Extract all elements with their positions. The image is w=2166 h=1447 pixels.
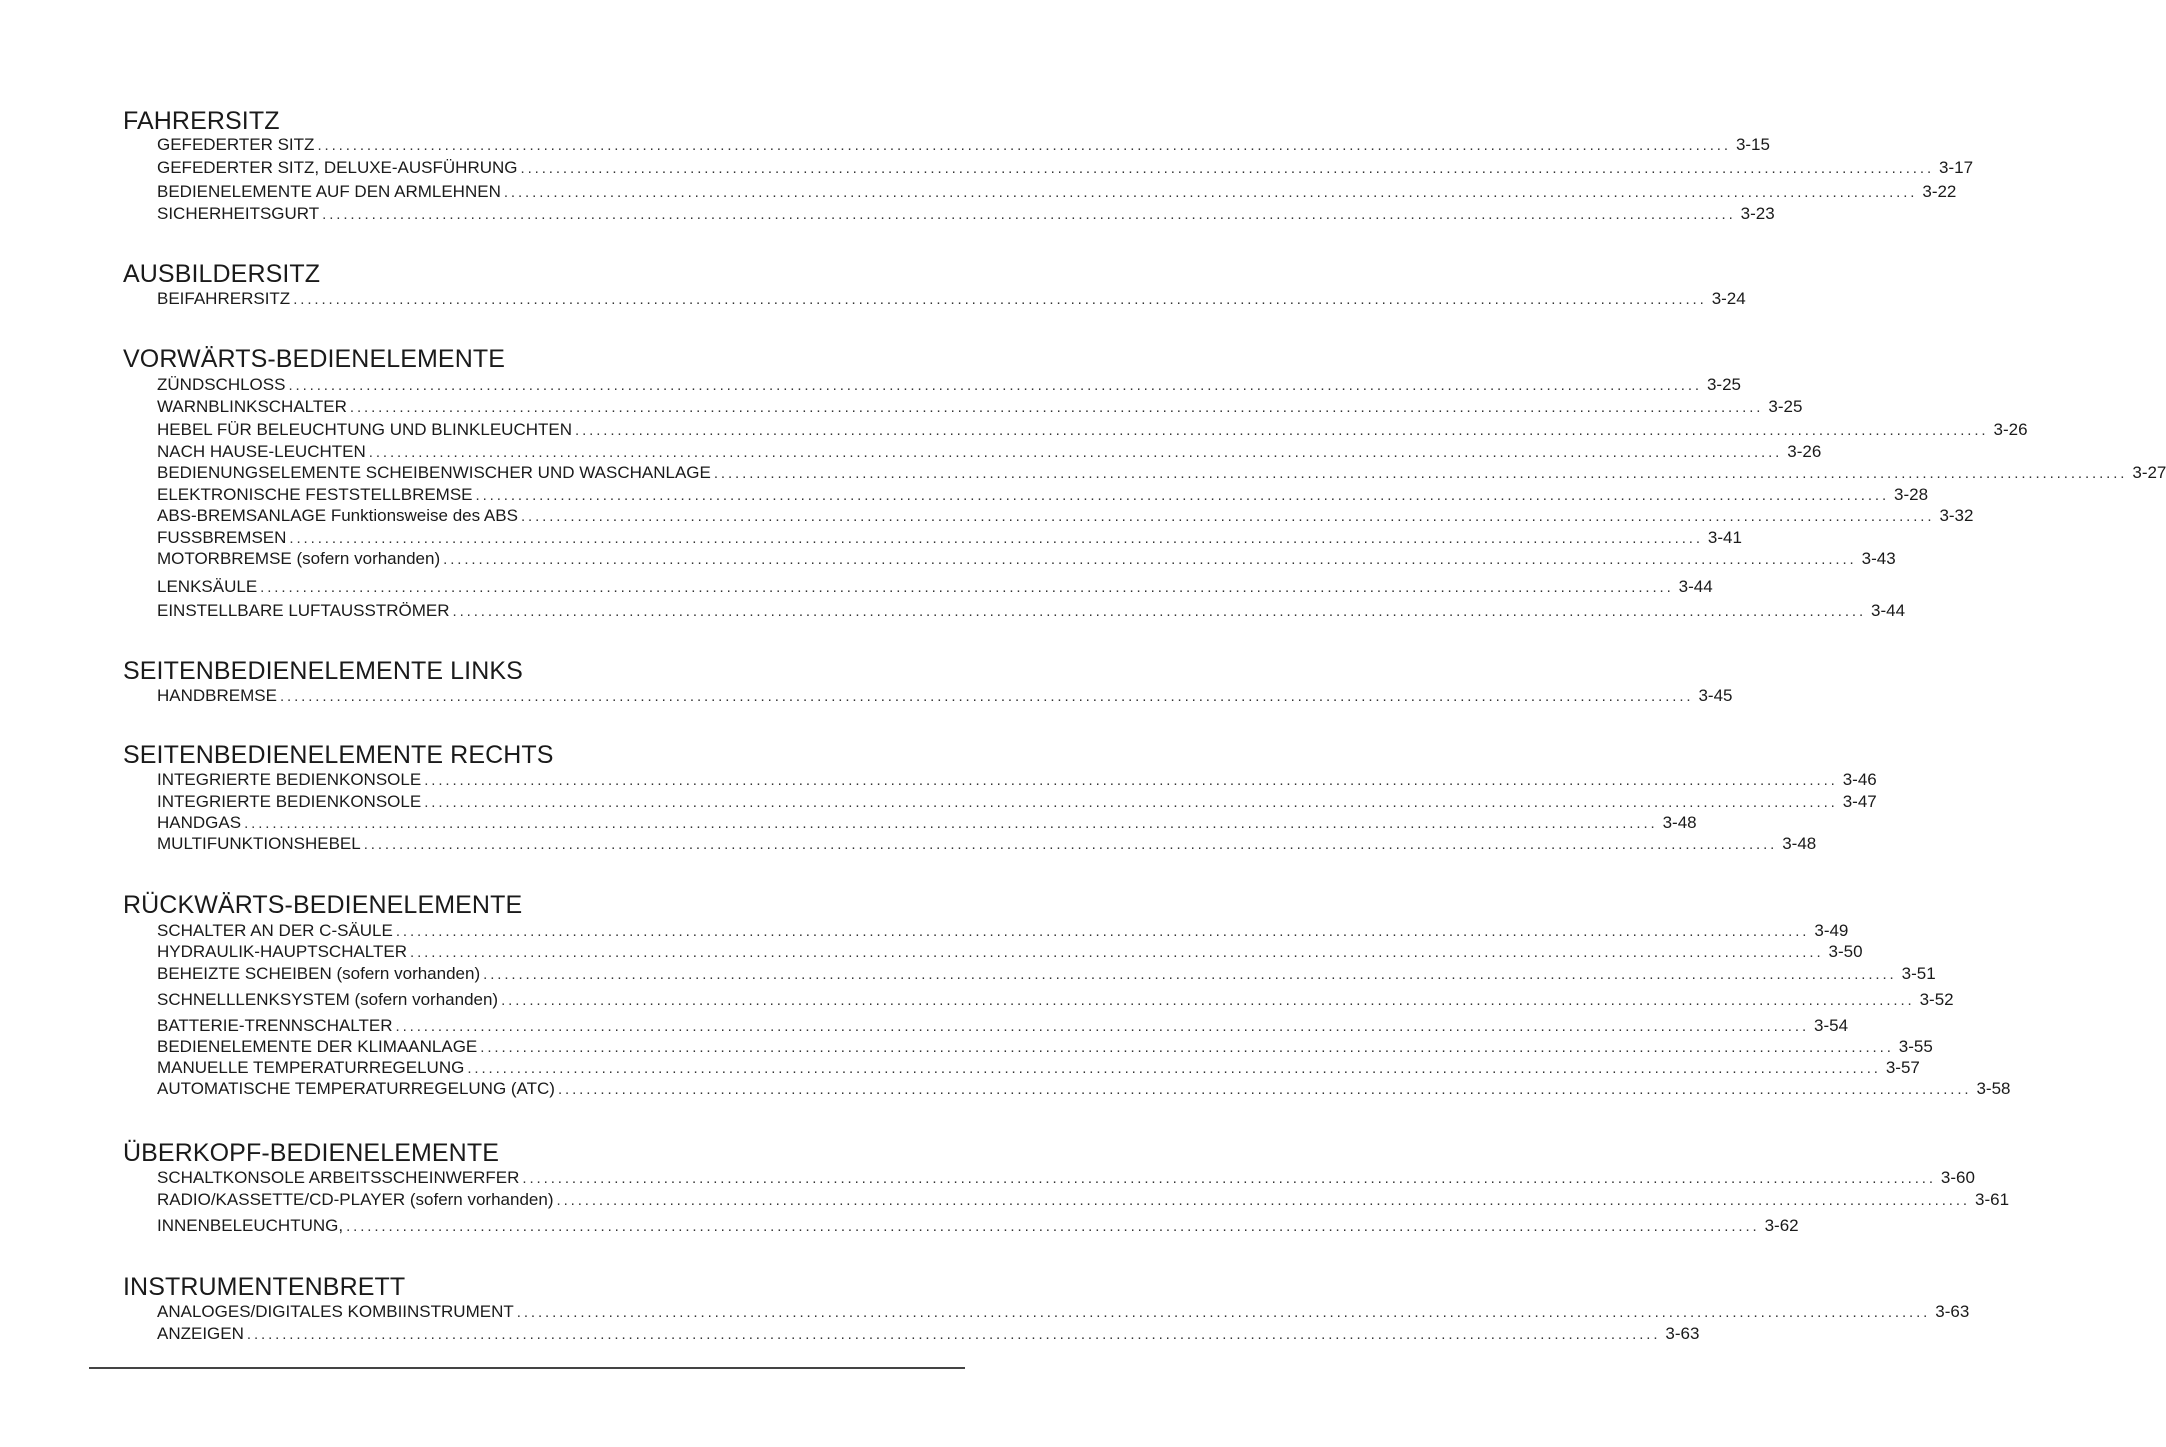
entry-page-number: 3-47 [1842, 792, 1877, 811]
toc-entry [157, 484, 1929, 506]
leader-dots: ........................................................................................................................................................................................................ [501, 992, 1915, 1009]
toc-entry [157, 769, 1877, 791]
entry-page-number: 3-41 [1707, 528, 1742, 547]
toc-entry [157, 203, 1775, 225]
section-title: VORWÄRTS-BEDIENELEMENTE [123, 345, 505, 373]
entry-page-number: 3-51 [1901, 964, 1936, 983]
entry-label: SCHALTKONSOLE ARBEITSSCHEINWERFER [157, 1168, 520, 1187]
section-title: INSTRUMENTENBRETT [123, 1273, 406, 1301]
entry-page-number: 3-55 [1898, 1037, 1933, 1056]
toc-entry [157, 181, 1957, 203]
entry-label: BEDIENELEMENTE DER KLIMAANLAGE [157, 1037, 478, 1056]
entry-label: ELEKTRONISCHE FESTSTELLBREMSE [157, 485, 473, 504]
leader-dots: ........................................................................................................................................................................................................ [520, 508, 1935, 525]
entry-page-number: 3-24 [1711, 289, 1746, 308]
entry-page-number: 3-57 [1885, 1058, 1920, 1077]
leader-dots: ........................................................................................................................................................................................................ [575, 422, 1989, 439]
entry-page-number: 3-63 [1935, 1302, 1970, 1321]
leader-dots: ........................................................................................................................................................................................................ [443, 551, 1857, 568]
toc-entry [157, 791, 1877, 813]
toc-entry [157, 1036, 1933, 1058]
entry-label: SICHERHEITSGURT [157, 204, 320, 223]
section-title: ÜBERKOPF-BEDIENELEMENTE [123, 1139, 499, 1167]
entry-page-number: 3-22 [1922, 182, 1957, 201]
toc-entry [157, 462, 2166, 484]
toc-entry [157, 1078, 2011, 1100]
toc-entry [157, 419, 2028, 441]
leader-dots: ........................................................................................................................................................................................................ [516, 1304, 1931, 1321]
entry-label: MANUELLE TEMPERATURREGELUNG [157, 1058, 465, 1077]
toc-entry [157, 374, 1741, 396]
leader-dots: ........................................................................................................................................................................................................ [467, 1060, 1881, 1077]
leader-dots: ........................................................................................................................................................................................................ [556, 1192, 1970, 1209]
toc-entry [157, 1215, 1799, 1237]
toc-entry [157, 1301, 1970, 1323]
entry-page-number: 3-48 [1782, 834, 1817, 853]
leader-dots: ........................................................................................................................................................................................................ [293, 291, 1707, 308]
leader-dots: ........................................................................................................................................................................................................ [349, 399, 1764, 416]
leader-dots: ........................................................................................................................................................................................................ [480, 1039, 1894, 1056]
toc-entry [157, 963, 1936, 985]
toc-entry [157, 548, 1896, 570]
leader-dots: ........................................................................................................................................................................................................ [288, 377, 1702, 394]
entry-page-number: 3-60 [1940, 1168, 1975, 1187]
entry-page-number: 3-25 [1768, 397, 1803, 416]
section-title: SEITENBEDIENELEMENTE LINKS [123, 657, 523, 685]
toc-entry [157, 600, 1906, 622]
entry-page-number: 3-28 [1894, 485, 1929, 504]
section-title: SEITENBEDIENELEMENTE RECHTS [123, 741, 554, 769]
entry-label: ANZEIGEN [157, 1324, 244, 1343]
entry-label: AUTOMATISCHE TEMPERATURREGELUNG (ATC) [157, 1079, 555, 1098]
entry-page-number: 3-63 [1665, 1324, 1700, 1343]
toc-entry [157, 989, 1954, 1011]
section-title: RÜCKWÄRTS-BEDIENELEMENTE [123, 891, 523, 919]
entry-label: LENKSÄULE [157, 577, 258, 596]
entry-page-number: 3-61 [1975, 1190, 2010, 1209]
toc-entry [157, 833, 1817, 855]
toc-entry [157, 1057, 1920, 1079]
toc-entry [157, 505, 1974, 527]
footer-divider [89, 1367, 965, 1369]
leader-dots: ........................................................................................................................................................................................................ [713, 465, 2128, 482]
leader-dots: ........................................................................................................................................................................................................ [424, 794, 1838, 811]
toc-entry [157, 941, 1863, 963]
entry-label: BEHEIZTE SCHEIBEN (sofern vorhanden) [157, 964, 481, 983]
entry-page-number: 3-46 [1842, 770, 1877, 789]
entry-label: INTEGRIERTE BEDIENKONSOLE [157, 792, 422, 811]
entry-label: HANDBREMSE [157, 686, 277, 705]
leader-dots: ........................................................................................................................................................................................................ [503, 184, 1918, 201]
entry-label: INNENBELEUCHTUNG, [157, 1216, 344, 1235]
entry-label: BATTERIE-TRENNSCHALTER [157, 1016, 393, 1035]
toc-entry [157, 288, 1746, 310]
toc-entry [157, 920, 1849, 942]
toc-entry [157, 685, 1733, 707]
leader-dots: ........................................................................................................................................................................................................ [279, 688, 1694, 705]
leader-dots: ........................................................................................................................................................................................................ [520, 160, 1935, 177]
leader-dots: ........................................................................................................................................................................................................ [346, 1218, 1760, 1235]
entry-page-number: 3-45 [1698, 686, 1733, 705]
entry-label: BEDIENUNGSELEMENTE SCHEIBENWISCHER UND WASCHANLAGE [157, 463, 711, 482]
entry-label: BEDIENELEMENTE AUF DEN ARMLEHNEN [157, 182, 501, 201]
toc-entry [157, 1015, 1849, 1037]
toc-entry [157, 157, 1974, 179]
entry-label: EINSTELLBARE LUFTAUSSTRÖMER [157, 601, 450, 620]
section-title: FAHRERSITZ [123, 107, 280, 135]
leader-dots: ........................................................................................................................................................................................................ [483, 966, 1897, 983]
entry-page-number: 3-52 [1919, 990, 1954, 1009]
entry-label: INTEGRIERTE BEDIENKONSOLE [157, 770, 422, 789]
entry-label: RADIO/KASSETTE/CD-PLAYER (sofern vorhanden) [157, 1190, 554, 1209]
entry-label: ZÜNDSCHLOSS [157, 375, 286, 394]
leader-dots: ........................................................................................................................................................................................................ [317, 137, 1731, 154]
entry-page-number: 3-15 [1735, 135, 1770, 154]
entry-label: ABS-BREMSANLAGE Funktionsweise des ABS [157, 506, 518, 525]
entry-page-number: 3-25 [1706, 375, 1741, 394]
entry-page-number: 3-26 [1787, 442, 1822, 461]
entry-label: SCHALTER AN DER C-SÄULE [157, 921, 393, 940]
leader-dots: ........................................................................................................................................................................................................ [244, 815, 1658, 832]
toc-entry [157, 134, 1770, 156]
entry-page-number: 3-44 [1678, 577, 1713, 596]
leader-dots: ........................................................................................................................................................................................................ [522, 1170, 1936, 1187]
leader-dots: ........................................................................................................................................................................................................ [363, 836, 1778, 853]
leader-dots: ........................................................................................................................................................................................................ [452, 603, 1867, 620]
entry-label: BEIFAHRERSITZ [157, 289, 291, 308]
leader-dots: ........................................................................................................................................................................................................ [424, 772, 1838, 789]
entry-label: HYDRAULIK-HAUPTSCHALTER [157, 942, 408, 961]
entry-label: ANALOGES/DIGITALES KOMBIINSTRUMENT [157, 1302, 514, 1321]
leader-dots: ........................................................................................................................................................................................................ [260, 579, 1674, 596]
entry-label: FUSSBREMSEN [157, 528, 287, 547]
entry-page-number: 3-44 [1871, 601, 1906, 620]
entry-label: MULTIFUNKTIONSHEBEL [157, 834, 361, 853]
entry-page-number: 3-50 [1828, 942, 1863, 961]
toc-entry [157, 1167, 1975, 1189]
entry-page-number: 3-49 [1814, 921, 1849, 940]
leader-dots: ........................................................................................................................................................................................................ [395, 923, 1810, 940]
toc-entry [157, 527, 1742, 549]
toc-entry [157, 576, 1713, 598]
entry-page-number: 3-27 [2132, 463, 2166, 482]
leader-dots: ........................................................................................................................................................................................................ [368, 444, 1783, 461]
entry-page-number: 3-17 [1939, 158, 1974, 177]
leader-dots: ........................................................................................................................................................................................................ [557, 1081, 1972, 1098]
entry-page-number: 3-62 [1764, 1216, 1799, 1235]
toc-entry [157, 812, 1697, 834]
leader-dots: ........................................................................................................................................................................................................ [410, 944, 1824, 961]
toc-entry [157, 441, 1822, 463]
leader-dots: ........................................................................................................................................................................................................ [475, 487, 1890, 504]
entry-label: GEFEDERTER SITZ [157, 135, 315, 154]
entry-page-number: 3-58 [1976, 1079, 2011, 1098]
entry-page-number: 3-32 [1939, 506, 1974, 525]
leader-dots: ........................................................................................................................................................................................................ [289, 530, 1703, 547]
entry-label: HANDGAS [157, 813, 242, 832]
entry-label: NACH HAUSE-LEUCHTEN [157, 442, 366, 461]
toc-entry [157, 396, 1803, 418]
entry-label: SCHNELLLENKSYSTEM (sofern vorhanden) [157, 990, 499, 1009]
entry-page-number: 3-26 [1993, 420, 2028, 439]
entry-label: WARNBLINKSCHALTER [157, 397, 347, 416]
entry-page-number: 3-23 [1740, 204, 1775, 223]
toc-entry [157, 1323, 1700, 1345]
section-title: AUSBILDERSITZ [123, 260, 321, 288]
entry-page-number: 3-54 [1814, 1016, 1849, 1035]
leader-dots: ........................................................................................................................................................................................................ [322, 206, 1736, 223]
leader-dots: ........................................................................................................................................................................................................ [246, 1326, 1661, 1343]
entry-page-number: 3-48 [1662, 813, 1697, 832]
entry-label: MOTORBREMSE (sofern vorhanden) [157, 549, 441, 568]
entry-page-number: 3-43 [1861, 549, 1896, 568]
leader-dots: ........................................................................................................................................................................................................ [395, 1018, 1810, 1035]
toc-entry [157, 1189, 2010, 1211]
entry-label: GEFEDERTER SITZ, DELUXE-AUSFÜHRUNG [157, 158, 518, 177]
entry-label: HEBEL FÜR BELEUCHTUNG UND BLINKLEUCHTEN [157, 420, 572, 439]
